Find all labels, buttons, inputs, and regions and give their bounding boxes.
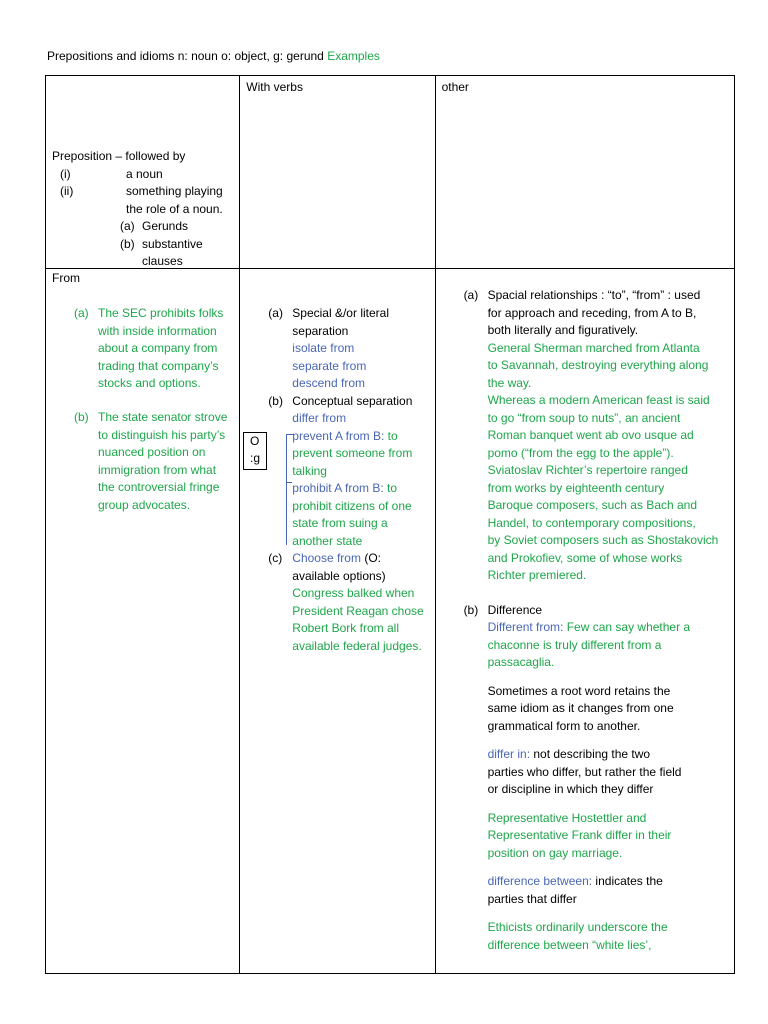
with-verbs-list: (a) Special &/or literal separation isolate from separate from descend from (b) Conceptual separation differ from prevent A from B: to prevent someone from talking prohibit A from B: to prohibit citizens of one state from suing a another state (c) Choose from (O: available options) Congress balked when President Reagan chose Robert Bork from all available federal judges. <box>268 306 424 653</box>
with-verbs-cell <box>240 269 435 974</box>
header-cell-preposition <box>46 76 240 269</box>
column-header-other: other <box>441 80 469 94</box>
other-list: (a) Spacial relationships : “to”, “from” : used for approach and receding, from A to B, both literally and figuratively. General Sherman marched from Atlanta to Savannah, destroying everything along the way. Whereas a modern American feast is said to go “from soup to nuts”, an ancient Roman banquet went ab ovo usque ad pomo (“from the egg to the apple”). Sviatoslav Richter’s repertoire ranged from works by eighteenth century Baroque composers, such as Bach and Handel, to contemporary compositions, by Soviet composers such as Shostakovich and Prokofiev, some of whose works Richter premiered. (b) Difference Different from: Few can say whether a chaconne is truly different from a passacaglia. Sometimes a root word retains the same idiom as it changes from one grammatical form to another. differ in: not describing the two parties who differ, but rather the field or discipline in which they differ Representative Hostettler and Representative Frank differ in their position on gay marriage. difference between: indicates the parties that differ Ethicists ordinarily underscore the difference between “white lies’, <box>463 288 719 952</box>
from-example-a: (a) The SEC prohibits folks with inside information about a company from trading that company’s stocks and options. <box>74 306 224 390</box>
examples-legend: Examples <box>327 49 380 63</box>
other-cell <box>435 269 734 974</box>
page-title: Prepositions and idioms n: noun o: object, g: gerund Examples <box>47 49 380 63</box>
from-example-b: (b) The state senator strove to distinguish his party’s nuanced position on immigration from what the controversial fringe group advocates. <box>74 410 228 512</box>
column-header-with-verbs: With verbs <box>246 80 303 94</box>
prepositions-table <box>45 75 735 974</box>
header-cell-other <box>435 76 734 269</box>
object-gerund-box: O :g <box>243 432 267 470</box>
from-cell <box>46 269 240 974</box>
bracket-mid-line <box>286 482 292 483</box>
bracket-line <box>286 434 293 545</box>
preposition-definition: Preposition – followed by (i) a noun (ii) something playing the role of a noun. (a) Gerunds (b) substantive clauses <box>52 149 223 268</box>
header-cell-with-verbs <box>240 76 435 269</box>
from-label: From <box>52 271 80 285</box>
